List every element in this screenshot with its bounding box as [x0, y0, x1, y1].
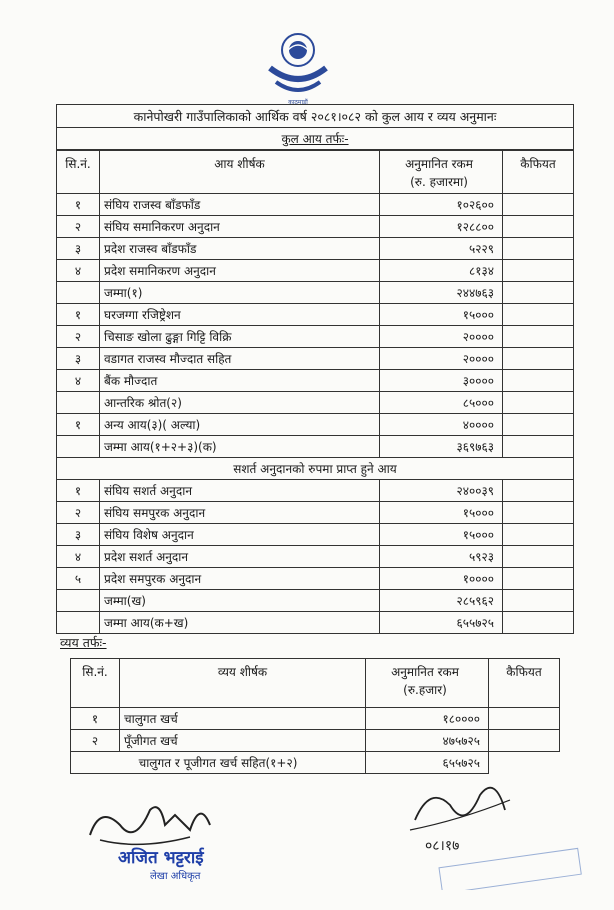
- table-row: [57, 348, 574, 370]
- cell-amount: १५०००: [380, 502, 503, 524]
- cell-sn: ४: [57, 370, 100, 392]
- signature-date: ०८।१७: [425, 838, 460, 854]
- cell-title: आन्तरिक श्रोत(२): [100, 392, 380, 414]
- cell-remarks: [489, 708, 560, 730]
- cell-amount: ४७५७२५: [366, 730, 489, 752]
- cell-sn: ४: [57, 546, 100, 568]
- cell-remarks: [503, 392, 574, 414]
- table-row: [57, 326, 574, 348]
- cell-sn: ४: [57, 260, 100, 282]
- cell-remarks: [503, 480, 574, 502]
- cell-remarks: [503, 216, 574, 238]
- cell-title: वडागत राजस्व मौज्दात सहित: [100, 348, 380, 370]
- cell-remarks: [503, 546, 574, 568]
- cell-amount: ८१३४: [380, 260, 503, 282]
- svg-text:काठमाडौं: काठमाडौं: [288, 99, 308, 106]
- expense-heading: व्यय तर्फः-: [60, 635, 107, 650]
- table-row: [57, 216, 574, 238]
- cell-title: संघिय विशेष अनुदान: [100, 524, 380, 546]
- office-stamp: [439, 848, 581, 890]
- cell-title: संघिय सशर्त अनुदान: [100, 480, 380, 502]
- cell-sn: २: [71, 730, 120, 752]
- col-sn: सि.नं.: [71, 659, 120, 708]
- cell-title: जम्मा(१): [100, 282, 380, 304]
- cell-title: घरजग्गा रजिष्ट्रेशन: [100, 304, 380, 326]
- cell-remarks: [503, 524, 574, 546]
- cell-sn: ३: [57, 348, 100, 370]
- cell-sn: [57, 282, 100, 304]
- cell-remarks: [503, 568, 574, 590]
- municipality-seal-icon: [262, 28, 334, 108]
- cell-amount: ३००००: [380, 370, 503, 392]
- cell-remarks: [503, 194, 574, 216]
- col-title: आय शीर्षक: [100, 151, 380, 194]
- expense-table-header: [71, 659, 560, 708]
- cell-amount: १५०००: [380, 524, 503, 546]
- cell-amount: ६५५७२५: [380, 612, 503, 634]
- cell-sn: १: [57, 414, 100, 436]
- col-amount: अनुमानित रकम (रु. हजारमा): [380, 151, 503, 194]
- cell-amount: १००००: [380, 568, 503, 590]
- cell-remarks: [503, 612, 574, 634]
- cell-title: संघिय राजस्व बाँडफाँड: [100, 194, 380, 216]
- cell-remarks: [503, 348, 574, 370]
- cell-sn: १: [57, 194, 100, 216]
- table-row: [57, 612, 574, 634]
- cell-sn: [57, 612, 100, 634]
- cell-sn: [57, 392, 100, 414]
- income-table-wrapper: [56, 150, 574, 634]
- col-remarks: कैफियत: [503, 151, 574, 194]
- cell-remarks: [503, 304, 574, 326]
- cell-remarks: [503, 590, 574, 612]
- cell-title: जम्मा(ख): [100, 590, 380, 612]
- cell-amount: २४४७६३: [380, 282, 503, 304]
- cell-sn: ३: [57, 238, 100, 260]
- cell-remarks: [503, 502, 574, 524]
- table-row: [71, 730, 560, 752]
- cell-title: बैंक मौज्दात: [100, 370, 380, 392]
- cell-amount: ४००००: [380, 414, 503, 436]
- cell-title: प्रदेश समानिकरण अनुदान: [100, 260, 380, 282]
- cell-remarks: [503, 414, 574, 436]
- cell-title: संघिय समपुरक अनुदान: [100, 502, 380, 524]
- table-row: [57, 436, 574, 458]
- table-row: [57, 502, 574, 524]
- cell-amount: १८००००: [366, 708, 489, 730]
- table-row: [57, 590, 574, 612]
- cell-remarks: [503, 238, 574, 260]
- cell-amount: २००००: [380, 326, 503, 348]
- cell-amount: ५२२९: [380, 238, 503, 260]
- cell-amount: २८५९६२: [380, 590, 503, 612]
- table-row: [57, 568, 574, 590]
- expense-table-wrapper: [70, 658, 560, 774]
- signature-name: अजित भट्टराई: [118, 848, 204, 868]
- income-table-header: [57, 151, 574, 194]
- table-row: [57, 282, 574, 304]
- cell-title: अन्य आय(३)( अल्या): [100, 414, 380, 436]
- col-remarks: कैफियत: [489, 659, 560, 708]
- cell-title: चालुगत खर्च: [120, 708, 366, 730]
- table-row: [57, 370, 574, 392]
- table-row: [57, 260, 574, 282]
- document-title: कानेपोखरी गाउँपालिकाको आर्थिक वर्ष २०८१।०८२ को कुल आय र व्यय अनुमानः: [56, 104, 574, 128]
- table-row: [57, 480, 574, 502]
- cell-sn: १: [57, 480, 100, 502]
- table-row: [71, 708, 560, 730]
- cell-sn: ३: [57, 524, 100, 546]
- cell-title: जम्मा आय(१+२+३)(क): [100, 436, 380, 458]
- signature-role: लेखा अधिकृत: [150, 871, 201, 882]
- cell-remarks: [489, 730, 560, 752]
- income-heading: कुल आय तर्फः-: [56, 128, 574, 150]
- cell-amount: २००००: [380, 348, 503, 370]
- signature-right: [400, 770, 590, 890]
- table-row: [57, 194, 574, 216]
- cell-sn: [57, 436, 100, 458]
- cell-title: चिसाङ खोला ढुङ्गा गिट्टि विक्रि: [100, 326, 380, 348]
- cell-remarks: [503, 282, 574, 304]
- expense-total-row: चालुगत र पूजीगत खर्च सहित(१+२) ६५५७२५: [71, 752, 560, 774]
- cell-sn: १: [71, 708, 120, 730]
- cell-title: पूँजीगत खर्च: [120, 730, 366, 752]
- cell-sn: २: [57, 326, 100, 348]
- table-row: [57, 238, 574, 260]
- cell-sn: [57, 590, 100, 612]
- cell-amount: ५९२३: [380, 546, 503, 568]
- table-row: [57, 546, 574, 568]
- cell-amount: १५०००: [380, 304, 503, 326]
- col-sn: सि.नं.: [57, 151, 100, 194]
- table-row: [57, 304, 574, 326]
- cell-remarks: [503, 370, 574, 392]
- section-row: सशर्त अनुदानको रुपमा प्राप्त हुने आय: [57, 458, 574, 480]
- cell-title: प्रदेश सशर्त अनुदान: [100, 546, 380, 568]
- cell-sn: ५: [57, 568, 100, 590]
- cell-title: जम्मा आय(क+ख): [100, 612, 380, 634]
- col-title: व्यय शीर्षक: [120, 659, 366, 708]
- table-row: [57, 392, 574, 414]
- cell-amount: १०२६००: [380, 194, 503, 216]
- cell-remarks: [503, 260, 574, 282]
- cell-sn: २: [57, 502, 100, 524]
- expense-table: [70, 658, 560, 774]
- cell-sn: १: [57, 304, 100, 326]
- cell-amount: ८५०००: [380, 392, 503, 414]
- table-row: [57, 524, 574, 546]
- col-amount: अनुमानित रकम (रु.हजार): [366, 659, 489, 708]
- cell-amount: ३६९७६३: [380, 436, 503, 458]
- income-table: [56, 150, 574, 634]
- cell-remarks: [503, 436, 574, 458]
- cell-amount: २४००३९: [380, 480, 503, 502]
- cell-title: संघिय समानिकरण अनुदान: [100, 216, 380, 238]
- cell-title: प्रदेश समपुरक अनुदान: [100, 568, 380, 590]
- cell-amount: १२८८००: [380, 216, 503, 238]
- cell-title: प्रदेश राजस्व बाँडफाँड: [100, 238, 380, 260]
- signature-left: [80, 795, 270, 885]
- cell-sn: २: [57, 216, 100, 238]
- table-row: [57, 414, 574, 436]
- cell-remarks: [503, 326, 574, 348]
